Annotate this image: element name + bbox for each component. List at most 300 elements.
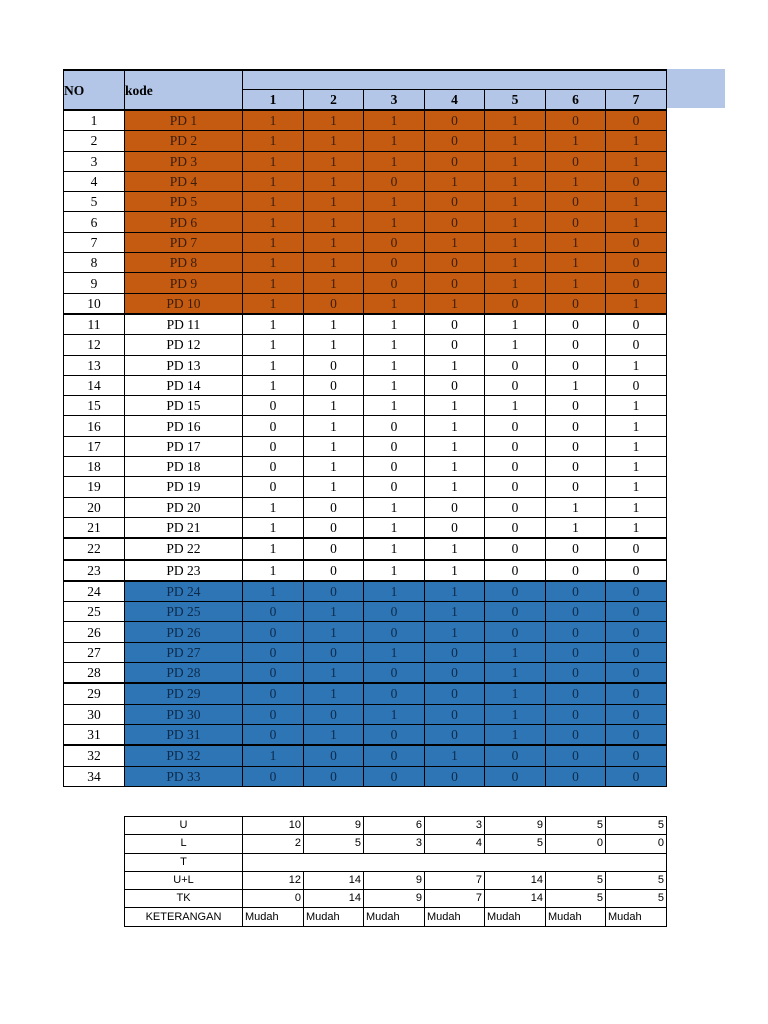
cell-kode[interactable]: PD 1 <box>125 110 243 131</box>
cell-score[interactable]: 1 <box>364 704 425 724</box>
cell-score[interactable]: 0 <box>606 581 667 602</box>
summary-value[interactable]: 5 <box>606 890 667 908</box>
cell-score[interactable]: 1 <box>606 355 667 375</box>
cell-score[interactable]: 0 <box>425 683 485 704</box>
cell-score[interactable]: 0 <box>364 416 425 436</box>
cell-no[interactable]: 30 <box>64 704 125 724</box>
cell-score[interactable]: 1 <box>425 396 485 416</box>
cell-score[interactable]: 1 <box>243 517 304 538</box>
cell-score[interactable]: 1 <box>546 253 606 273</box>
cell-score[interactable]: 1 <box>364 335 425 355</box>
cell-no[interactable]: 9 <box>64 273 125 293</box>
cell-score[interactable]: 0 <box>546 436 606 456</box>
cell-score[interactable]: 0 <box>546 683 606 704</box>
cell-score[interactable]: 1 <box>243 293 304 314</box>
cell-score[interactable]: 1 <box>304 171 364 191</box>
summary-label[interactable]: L <box>125 835 243 853</box>
cell-score[interactable]: 0 <box>485 497 546 517</box>
cell-score[interactable]: 0 <box>364 253 425 273</box>
summary-value[interactable]: 5 <box>606 871 667 889</box>
cell-no[interactable]: 24 <box>64 581 125 602</box>
cell-kode[interactable]: PD 28 <box>125 663 243 684</box>
cell-score[interactable]: 1 <box>304 253 364 273</box>
cell-score[interactable]: 0 <box>425 110 485 131</box>
cell-score[interactable]: 1 <box>243 538 304 559</box>
cell-score[interactable]: 1 <box>485 110 546 131</box>
cell-score[interactable]: 0 <box>485 538 546 559</box>
cell-score[interactable]: 0 <box>546 766 606 786</box>
header-no[interactable]: NO <box>64 70 125 110</box>
cell-score[interactable]: 1 <box>425 622 485 642</box>
cell-score[interactable]: 0 <box>364 766 425 786</box>
cell-score[interactable]: 1 <box>546 375 606 395</box>
cell-no[interactable]: 13 <box>64 355 125 375</box>
cell-no[interactable]: 18 <box>64 457 125 477</box>
cell-score[interactable]: 1 <box>304 602 364 622</box>
summary-value[interactable]: 9 <box>304 817 364 835</box>
cell-score[interactable]: 1 <box>606 517 667 538</box>
cell-score[interactable]: 0 <box>425 314 485 335</box>
cell-score[interactable]: 0 <box>485 375 546 395</box>
header-question-group[interactable] <box>243 70 667 90</box>
summary-value[interactable]: 12 <box>243 871 304 889</box>
cell-score[interactable]: 0 <box>485 416 546 436</box>
summary-value[interactable]: 4 <box>425 835 485 853</box>
summary-value[interactable]: 5 <box>546 817 606 835</box>
summary-value[interactable]: 10 <box>243 817 304 835</box>
cell-score[interactable]: 1 <box>546 517 606 538</box>
cell-no[interactable]: 16 <box>64 416 125 436</box>
cell-score[interactable]: 0 <box>304 355 364 375</box>
summary-value[interactable]: Mudah <box>243 908 304 926</box>
cell-score[interactable]: 0 <box>546 212 606 232</box>
cell-score[interactable]: 0 <box>546 745 606 766</box>
cell-kode[interactable]: PD 4 <box>125 171 243 191</box>
summary-label[interactable]: U <box>125 817 243 835</box>
cell-score[interactable]: 1 <box>485 683 546 704</box>
cell-kode[interactable]: PD 10 <box>125 293 243 314</box>
cell-score[interactable]: 0 <box>485 517 546 538</box>
cell-kode[interactable]: PD 20 <box>125 497 243 517</box>
cell-no[interactable]: 15 <box>64 396 125 416</box>
cell-score[interactable]: 0 <box>243 416 304 436</box>
cell-kode[interactable]: PD 18 <box>125 457 243 477</box>
cell-score[interactable]: 0 <box>546 457 606 477</box>
cell-score[interactable]: 1 <box>243 560 304 581</box>
cell-score[interactable]: 0 <box>606 538 667 559</box>
cell-score[interactable]: 1 <box>425 293 485 314</box>
cell-score[interactable]: 1 <box>243 355 304 375</box>
cell-score[interactable]: 0 <box>606 375 667 395</box>
cell-score[interactable]: 0 <box>546 602 606 622</box>
cell-score[interactable]: 0 <box>485 436 546 456</box>
cell-score[interactable]: 1 <box>304 232 364 252</box>
cell-score[interactable]: 1 <box>243 192 304 212</box>
cell-no[interactable]: 25 <box>64 602 125 622</box>
header-question-1[interactable]: 1 <box>243 90 304 111</box>
cell-score[interactable]: 0 <box>546 642 606 662</box>
cell-score[interactable]: 0 <box>546 663 606 684</box>
cell-score[interactable]: 1 <box>425 436 485 456</box>
summary-value[interactable]: 3 <box>364 835 425 853</box>
cell-kode[interactable]: PD 33 <box>125 766 243 786</box>
cell-score[interactable]: 0 <box>364 663 425 684</box>
cell-score[interactable]: 1 <box>243 745 304 766</box>
summary-empty-cell[interactable] <box>243 853 667 871</box>
cell-score[interactable]: 1 <box>243 232 304 252</box>
cell-kode[interactable]: PD 31 <box>125 724 243 745</box>
summary-label[interactable]: KETERANGAN <box>125 908 243 926</box>
cell-score[interactable]: 1 <box>364 355 425 375</box>
cell-score[interactable]: 0 <box>546 477 606 497</box>
cell-score[interactable]: 1 <box>485 314 546 335</box>
cell-score[interactable]: 0 <box>364 724 425 745</box>
cell-score[interactable]: 1 <box>364 314 425 335</box>
cell-score[interactable]: 0 <box>243 477 304 497</box>
summary-value[interactable]: 5 <box>546 871 606 889</box>
cell-no[interactable]: 3 <box>64 151 125 171</box>
cell-score[interactable]: 0 <box>425 212 485 232</box>
summary-value[interactable]: 6 <box>364 817 425 835</box>
cell-score[interactable]: 0 <box>425 704 485 724</box>
cell-score[interactable]: 1 <box>243 581 304 602</box>
cell-score[interactable]: 0 <box>606 335 667 355</box>
summary-value[interactable]: 3 <box>425 817 485 835</box>
summary-value[interactable]: 9 <box>485 817 546 835</box>
cell-kode[interactable]: PD 25 <box>125 602 243 622</box>
cell-score[interactable]: 0 <box>304 766 364 786</box>
cell-score[interactable]: 0 <box>243 622 304 642</box>
summary-value[interactable]: 9 <box>364 890 425 908</box>
cell-kode[interactable]: PD 6 <box>125 212 243 232</box>
cell-score[interactable]: 0 <box>485 745 546 766</box>
cell-kode[interactable]: PD 11 <box>125 314 243 335</box>
cell-no[interactable]: 1 <box>64 110 125 131</box>
summary-label[interactable]: T <box>125 853 243 871</box>
cell-score[interactable]: 1 <box>485 396 546 416</box>
cell-no[interactable]: 22 <box>64 538 125 559</box>
cell-score[interactable]: 1 <box>364 110 425 131</box>
cell-score[interactable]: 0 <box>606 560 667 581</box>
cell-no[interactable]: 31 <box>64 724 125 745</box>
cell-score[interactable]: 1 <box>243 212 304 232</box>
cell-score[interactable]: 0 <box>364 622 425 642</box>
cell-kode[interactable]: PD 17 <box>125 436 243 456</box>
cell-score[interactable]: 0 <box>304 704 364 724</box>
cell-score[interactable]: 1 <box>485 704 546 724</box>
cell-score[interactable]: 0 <box>606 171 667 191</box>
cell-no[interactable]: 20 <box>64 497 125 517</box>
cell-no[interactable]: 27 <box>64 642 125 662</box>
cell-score[interactable]: 1 <box>304 622 364 642</box>
cell-score[interactable]: 1 <box>425 355 485 375</box>
cell-score[interactable]: 0 <box>606 602 667 622</box>
cell-kode[interactable]: PD 24 <box>125 581 243 602</box>
cell-score[interactable]: 0 <box>425 131 485 151</box>
cell-no[interactable]: 34 <box>64 766 125 786</box>
cell-score[interactable]: 1 <box>243 335 304 355</box>
summary-value[interactable]: Mudah <box>606 908 667 926</box>
cell-score[interactable]: 0 <box>304 497 364 517</box>
cell-score[interactable]: 0 <box>546 622 606 642</box>
header-question-2[interactable]: 2 <box>304 90 364 111</box>
header-question-7[interactable]: 7 <box>606 90 667 111</box>
cell-score[interactable]: 0 <box>425 375 485 395</box>
cell-score[interactable]: 0 <box>606 745 667 766</box>
cell-kode[interactable]: PD 7 <box>125 232 243 252</box>
cell-score[interactable]: 0 <box>606 683 667 704</box>
cell-score[interactable]: 0 <box>546 581 606 602</box>
cell-score[interactable]: 0 <box>425 273 485 293</box>
cell-kode[interactable]: PD 29 <box>125 683 243 704</box>
cell-score[interactable]: 1 <box>364 538 425 559</box>
cell-kode[interactable]: PD 2 <box>125 131 243 151</box>
cell-score[interactable]: 0 <box>425 724 485 745</box>
cell-score[interactable]: 0 <box>606 724 667 745</box>
summary-value[interactable]: 0 <box>606 835 667 853</box>
cell-score[interactable]: 1 <box>304 192 364 212</box>
cell-score[interactable]: 0 <box>485 477 546 497</box>
summary-value[interactable]: Mudah <box>364 908 425 926</box>
cell-score[interactable]: 0 <box>546 151 606 171</box>
cell-score[interactable]: 0 <box>606 232 667 252</box>
summary-value[interactable]: 5 <box>606 817 667 835</box>
cell-score[interactable]: 1 <box>606 293 667 314</box>
cell-score[interactable]: 1 <box>425 457 485 477</box>
cell-no[interactable]: 8 <box>64 253 125 273</box>
cell-score[interactable]: 0 <box>243 724 304 745</box>
cell-score[interactable]: 0 <box>364 602 425 622</box>
cell-kode[interactable]: PD 30 <box>125 704 243 724</box>
cell-score[interactable]: 0 <box>606 314 667 335</box>
cell-score[interactable]: 1 <box>364 192 425 212</box>
cell-score[interactable]: 1 <box>243 171 304 191</box>
cell-score[interactable]: 0 <box>546 110 606 131</box>
cell-score[interactable]: 0 <box>546 293 606 314</box>
cell-score[interactable]: 0 <box>606 766 667 786</box>
cell-score[interactable]: 0 <box>546 416 606 436</box>
cell-score[interactable]: 1 <box>304 212 364 232</box>
cell-score[interactable]: 1 <box>485 212 546 232</box>
cell-score[interactable]: 1 <box>364 293 425 314</box>
cell-score[interactable]: 1 <box>304 314 364 335</box>
cell-score[interactable]: 1 <box>243 497 304 517</box>
cell-score[interactable]: 0 <box>485 560 546 581</box>
cell-score[interactable]: 1 <box>485 151 546 171</box>
summary-label[interactable]: TK <box>125 890 243 908</box>
cell-score[interactable]: 1 <box>304 457 364 477</box>
cell-score[interactable]: 0 <box>546 192 606 212</box>
cell-no[interactable]: 12 <box>64 335 125 355</box>
cell-score[interactable]: 1 <box>364 517 425 538</box>
cell-score[interactable]: 1 <box>485 131 546 151</box>
cell-score[interactable]: 1 <box>364 642 425 662</box>
cell-score[interactable]: 1 <box>364 131 425 151</box>
cell-score[interactable]: 0 <box>546 355 606 375</box>
cell-score[interactable]: 0 <box>364 457 425 477</box>
cell-no[interactable]: 4 <box>64 171 125 191</box>
cell-score[interactable]: 0 <box>606 642 667 662</box>
cell-score[interactable]: 0 <box>243 396 304 416</box>
cell-score[interactable]: 1 <box>243 151 304 171</box>
cell-score[interactable]: 0 <box>364 436 425 456</box>
cell-score[interactable]: 0 <box>364 171 425 191</box>
cell-score[interactable]: 0 <box>243 683 304 704</box>
cell-score[interactable]: 0 <box>546 560 606 581</box>
cell-score[interactable]: 0 <box>425 335 485 355</box>
cell-score[interactable]: 1 <box>606 477 667 497</box>
summary-value[interactable]: 14 <box>304 890 364 908</box>
header-question-6[interactable]: 6 <box>546 90 606 111</box>
cell-no[interactable]: 21 <box>64 517 125 538</box>
cell-score[interactable]: 0 <box>546 538 606 559</box>
header-question-4[interactable]: 4 <box>425 90 485 111</box>
cell-kode[interactable]: PD 14 <box>125 375 243 395</box>
cell-score[interactable]: 0 <box>425 192 485 212</box>
summary-value[interactable]: 7 <box>425 890 485 908</box>
cell-score[interactable]: 0 <box>304 538 364 559</box>
cell-score[interactable]: 1 <box>304 131 364 151</box>
cell-score[interactable]: 0 <box>425 766 485 786</box>
cell-score[interactable]: 1 <box>546 273 606 293</box>
cell-score[interactable]: 1 <box>304 110 364 131</box>
cell-kode[interactable]: PD 8 <box>125 253 243 273</box>
cell-score[interactable]: 0 <box>304 581 364 602</box>
cell-score[interactable]: 0 <box>243 457 304 477</box>
cell-score[interactable]: 0 <box>546 335 606 355</box>
cell-score[interactable]: 1 <box>606 396 667 416</box>
cell-score[interactable]: 1 <box>606 131 667 151</box>
summary-value[interactable]: Mudah <box>425 908 485 926</box>
cell-score[interactable]: 0 <box>606 110 667 131</box>
cell-score[interactable]: 0 <box>304 745 364 766</box>
cell-kode[interactable]: PD 26 <box>125 622 243 642</box>
cell-score[interactable]: 0 <box>243 663 304 684</box>
cell-score[interactable]: 0 <box>304 642 364 662</box>
cell-score[interactable]: 1 <box>243 375 304 395</box>
summary-value[interactable]: 14 <box>485 890 546 908</box>
cell-no[interactable]: 26 <box>64 622 125 642</box>
summary-value[interactable]: 5 <box>304 835 364 853</box>
cell-score[interactable]: 0 <box>304 293 364 314</box>
cell-score[interactable]: 0 <box>425 497 485 517</box>
cell-kode[interactable]: PD 21 <box>125 517 243 538</box>
cell-score[interactable]: 0 <box>364 273 425 293</box>
cell-score[interactable]: 0 <box>243 766 304 786</box>
cell-score[interactable]: 1 <box>425 416 485 436</box>
cell-score[interactable]: 0 <box>606 273 667 293</box>
cell-score[interactable]: 1 <box>485 335 546 355</box>
cell-score[interactable]: 1 <box>364 581 425 602</box>
cell-score[interactable]: 1 <box>425 581 485 602</box>
header-question-3[interactable]: 3 <box>364 90 425 111</box>
summary-value[interactable]: 14 <box>304 871 364 889</box>
summary-value[interactable]: Mudah <box>485 908 546 926</box>
summary-value[interactable]: Mudah <box>304 908 364 926</box>
cell-no[interactable]: 23 <box>64 560 125 581</box>
cell-no[interactable]: 32 <box>64 745 125 766</box>
cell-no[interactable]: 2 <box>64 131 125 151</box>
cell-score[interactable]: 1 <box>546 232 606 252</box>
cell-score[interactable]: 1 <box>243 131 304 151</box>
cell-no[interactable]: 29 <box>64 683 125 704</box>
summary-value[interactable]: 5 <box>485 835 546 853</box>
cell-kode[interactable]: PD 13 <box>125 355 243 375</box>
cell-score[interactable]: 1 <box>364 375 425 395</box>
cell-score[interactable]: 1 <box>425 745 485 766</box>
cell-score[interactable]: 1 <box>606 457 667 477</box>
cell-score[interactable]: 0 <box>606 253 667 273</box>
summary-value[interactable]: Mudah <box>546 908 606 926</box>
cell-score[interactable]: 0 <box>606 622 667 642</box>
cell-score[interactable]: 0 <box>485 622 546 642</box>
summary-value[interactable]: 14 <box>485 871 546 889</box>
header-kode[interactable]: kode <box>125 70 243 110</box>
cell-score[interactable]: 0 <box>304 517 364 538</box>
cell-score[interactable]: 1 <box>425 232 485 252</box>
cell-score[interactable]: 0 <box>425 517 485 538</box>
cell-score[interactable]: 1 <box>243 110 304 131</box>
cell-score[interactable]: 1 <box>304 396 364 416</box>
cell-kode[interactable]: PD 5 <box>125 192 243 212</box>
cell-no[interactable]: 11 <box>64 314 125 335</box>
cell-score[interactable]: 0 <box>425 642 485 662</box>
cell-score[interactable]: 0 <box>485 457 546 477</box>
cell-no[interactable]: 14 <box>64 375 125 395</box>
cell-score[interactable]: 0 <box>243 704 304 724</box>
cell-score[interactable]: 0 <box>364 745 425 766</box>
cell-score[interactable]: 1 <box>606 497 667 517</box>
cell-score[interactable]: 1 <box>243 253 304 273</box>
cell-score[interactable]: 0 <box>243 436 304 456</box>
cell-score[interactable]: 1 <box>304 663 364 684</box>
summary-value[interactable]: 0 <box>243 890 304 908</box>
cell-score[interactable]: 1 <box>425 538 485 559</box>
cell-score[interactable]: 0 <box>364 477 425 497</box>
summary-value[interactable]: 7 <box>425 871 485 889</box>
cell-score[interactable]: 1 <box>364 151 425 171</box>
cell-score[interactable]: 0 <box>243 602 304 622</box>
cell-score[interactable]: 1 <box>425 171 485 191</box>
cell-no[interactable]: 5 <box>64 192 125 212</box>
cell-kode[interactable]: PD 12 <box>125 335 243 355</box>
cell-score[interactable]: 0 <box>425 151 485 171</box>
cell-score[interactable]: 0 <box>546 704 606 724</box>
cell-score[interactable]: 1 <box>546 171 606 191</box>
cell-score[interactable]: 0 <box>243 642 304 662</box>
summary-label[interactable]: U+L <box>125 871 243 889</box>
cell-score[interactable]: 1 <box>364 560 425 581</box>
cell-no[interactable]: 7 <box>64 232 125 252</box>
cell-score[interactable]: 0 <box>485 581 546 602</box>
cell-score[interactable]: 1 <box>304 724 364 745</box>
cell-score[interactable]: 0 <box>364 232 425 252</box>
cell-no[interactable]: 6 <box>64 212 125 232</box>
cell-kode[interactable]: PD 19 <box>125 477 243 497</box>
cell-score[interactable]: 1 <box>485 663 546 684</box>
cell-no[interactable]: 10 <box>64 293 125 314</box>
cell-kode[interactable]: PD 3 <box>125 151 243 171</box>
cell-score[interactable]: 0 <box>364 683 425 704</box>
cell-score[interactable]: 1 <box>606 151 667 171</box>
cell-kode[interactable]: PD 22 <box>125 538 243 559</box>
cell-score[interactable]: 1 <box>304 151 364 171</box>
cell-no[interactable]: 28 <box>64 663 125 684</box>
cell-score[interactable]: 1 <box>546 497 606 517</box>
cell-score[interactable]: 1 <box>606 436 667 456</box>
cell-score[interactable]: 1 <box>364 396 425 416</box>
cell-score[interactable]: 1 <box>485 232 546 252</box>
